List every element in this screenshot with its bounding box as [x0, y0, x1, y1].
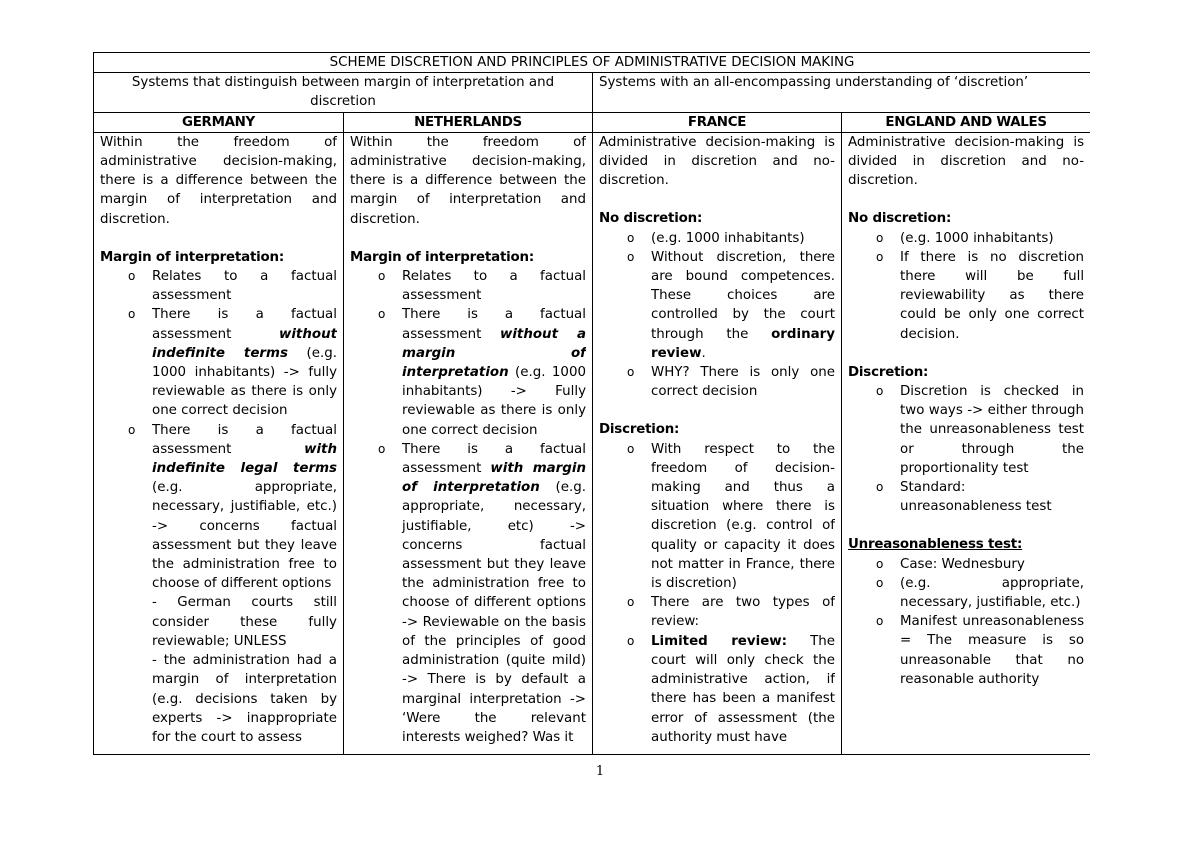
systems-all-encompassing-header: Systems with an all-encompassing understanding of ‘discretion’	[593, 73, 1091, 112]
germany-heading: Margin of interpretation:	[100, 249, 285, 265]
scheme-table	[93, 52, 1090, 755]
germany-cell	[94, 132, 344, 754]
netherlands-list	[350, 267, 586, 747]
content-row	[94, 132, 1091, 754]
country-header-germany: GERMANY	[94, 112, 344, 132]
france-discretion-heading: Discretion:	[599, 422, 680, 438]
page-number: 1	[595, 764, 605, 779]
france-intro: Administrative decision-making is divided in discretion and no-discretion.	[599, 134, 835, 189]
title-row	[94, 53, 1091, 73]
germany-dash-2: - the administration had a margin of interpretation (e.g. decisions taken by experts -> inappropriate for the court to assess	[152, 653, 337, 745]
france-no-discretion-heading: No discretion:	[599, 211, 703, 227]
netherlands-cell	[344, 132, 593, 754]
france-no-discretion-list	[599, 229, 835, 402]
england-discretion-heading: Discretion:	[848, 364, 929, 380]
list-item: o There is a factual assessment without indefinite terms (e.g. 1000 inhabitants) -> fully reviewable as there is only one correct decision	[100, 305, 337, 420]
list-item: o WHY? There is only one correct decision	[599, 363, 835, 401]
germany-dash-1: - German courts still consider these fully reviewable; UNLESS	[152, 595, 337, 649]
list-item: o Limited review: The court will only check the administrative action, if there has been a manifest error of assessment (the authority must have	[599, 632, 835, 747]
table-title: SCHEME DISCRETION AND PRINCIPLES OF ADMINISTRATIVE DECISION MAKING	[94, 53, 1091, 73]
country-header-england-wales: ENGLAND AND WALES	[842, 112, 1091, 132]
england-no-discretion-heading: No discretion:	[848, 211, 952, 227]
systems-distinguishing-header: Systems that distinguish between margin of interpretation and discretion	[94, 73, 593, 112]
country-header-france: FRANCE	[593, 112, 842, 132]
list-item: o (e.g. appropriate, necessary, justifiable, etc.)	[848, 574, 1084, 612]
england-cell	[842, 132, 1091, 754]
england-intro: Administrative decision-making is divided in discretion and no-discretion.	[848, 134, 1085, 189]
list-item: o Case: Wednesbury	[848, 555, 1084, 574]
england-discretion-list	[848, 382, 1084, 516]
netherlands-intro: Within the freedom of administrative decision-making, there is a difference between the margin of interpretation and discretion.	[350, 134, 586, 227]
list-item: o There is a factual assessment with margin of interpretation (e.g. appropriate, necessary, justifiable, etc) -> concerns factual assessment but they leave the administration free to choose of different options -> Reviewable on the basis of the principles of good administration (quite mild) -> There is by default a marginal interpretation -> ‘Were the relevant interests weighed? Was it	[350, 440, 586, 747]
country-header-netherlands: NETHERLANDS	[344, 112, 593, 132]
document-page	[93, 52, 1090, 758]
list-item: o Without discretion, there are bound competences. These choices are controlled by the court through the ordinary review.	[599, 248, 835, 363]
germany-list	[100, 267, 337, 593]
country-row	[94, 112, 1091, 132]
list-item: o Manifest unreasonableness = The measure is so unreasonable that no reasonable authority	[848, 612, 1084, 689]
france-discretion-list	[599, 440, 835, 747]
list-item: o With respect to the freedom of decision-making and thus a situation where there is discretion (e.g. control of quality or capacity it does not matter in France, there is discretion)	[599, 440, 835, 594]
list-item: o (e.g. 1000 inhabitants)	[848, 229, 1084, 248]
france-cell	[593, 132, 842, 754]
england-no-discretion-list	[848, 229, 1084, 344]
netherlands-heading: Margin of interpretation:	[350, 249, 535, 265]
list-item: o (e.g. 1000 inhabitants)	[599, 229, 835, 248]
list-item: o If there is no discretion there will be full reviewability as there could be only one correct decision.	[848, 248, 1084, 344]
list-item: o There are two types of review:	[599, 593, 835, 631]
list-item: o There is a factual assessment without a margin of interpretation (e.g. 1000 inhabitants) -> Fully reviewable as there is only one correct decision	[350, 305, 586, 439]
list-item: o There is a factual assessment with indefinite legal terms (e.g. appropriate, necessary, justifiable, etc.) -> concerns factual assessment but they leave the administration free to choose of different options	[100, 421, 337, 594]
list-item: o Relates to a factual assessment	[350, 267, 586, 305]
england-unreasonableness-list	[848, 555, 1084, 689]
germany-intro: Within the freedom of administrative decision-making, there is a difference between the margin of interpretation and discretion.	[100, 134, 337, 227]
systems-row	[94, 73, 1091, 112]
list-item: o Discretion is checked in two ways -> either through the unreasonableness test or through the proportionality test	[848, 382, 1084, 478]
list-item: o Standard: unreasonableness test	[848, 478, 1084, 516]
list-item: o Relates to a factual assessment	[100, 267, 337, 305]
england-unreasonableness-heading: Unreasonableness test:	[848, 537, 1023, 553]
